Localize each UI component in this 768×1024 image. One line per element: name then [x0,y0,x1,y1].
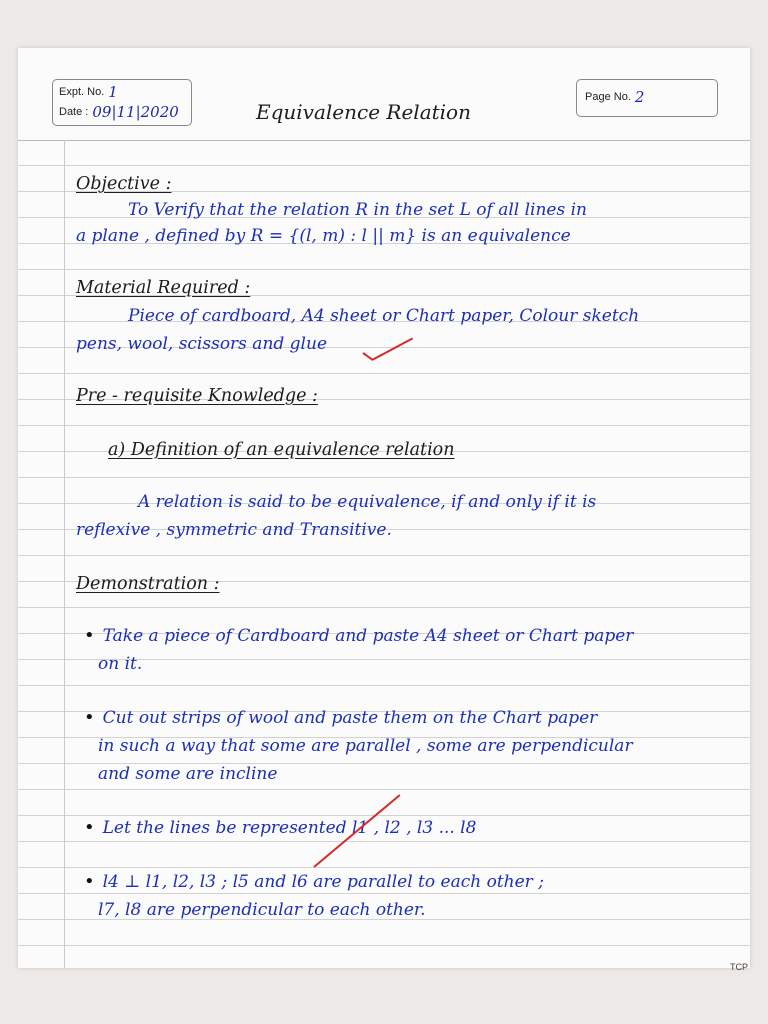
prereq-subheading: a) Definition of an equivalence relation [108,440,455,460]
page-no-value: 2 [634,88,645,106]
definition-line-1: A relation is said to be equivalence, if and only if it is [138,492,597,512]
objective-line-2: a plane , defined by R = {(l, m) : l || m} is an equivalence [76,226,571,246]
date-value: 09|11|2020 [92,103,179,121]
bullet-1-text: Take a piece of Cardboard and paste A4 sheet or Chart paper [102,626,634,646]
bullet-dot: • [84,817,95,838]
bullet-3-text: Let the lines be represented l1 , l2 , l3 ... l8 [102,818,477,838]
bullet-4-line-1 [84,870,544,894]
definition-line-2: reflexive , symmetric and Transitive. [76,520,392,540]
bullet-1-line-2: on it. [98,654,143,674]
material-line-1: Piece of cardboard, A4 sheet or Chart paper, Colour sketch [128,306,640,326]
bullet-2-text: Cut out strips of wool and paste them on the Chart paper [102,708,598,728]
prereq-heading: Pre - requisite Knowledge : [76,386,318,406]
bullet-3-line-1 [84,816,476,840]
page-no-label: Page No. [585,91,631,103]
bullet-2-line-1 [84,706,597,730]
experiment-info-box [52,79,192,126]
page-header [18,48,750,141]
page-title: Equivalence Relation [256,100,471,124]
material-line-2: pens, wool, scissors and glue [76,334,328,354]
bullet-4-line-2: l7, l8 are perpendicular to each other. [98,900,426,920]
objective-line-1: To Verify that the relation R in the set L of all lines in [128,200,587,220]
expt-no-value: 1 [108,83,118,101]
expt-no-label: Expt. No. [59,86,105,98]
brand-mark: TCP [730,962,748,972]
bullet-1-line-1 [84,624,633,648]
bullet-2-line-2: in such a way that some are parallel , some are perpendicular [98,736,633,756]
notebook-page [18,48,750,968]
date-field [59,103,179,121]
red-check-mark-stroke [372,338,414,361]
page-no-field [585,88,644,106]
bullet-dot: • [84,707,95,728]
margin-line [64,140,65,968]
bullet-dot: • [84,871,95,892]
expt-no-field [59,83,118,101]
bullet-dot: • [84,625,95,646]
bullet-4-text: l4 ⊥ l1, l2, l3 ; l5 and l6 are parallel to each other ; [102,872,544,892]
bullet-2-line-3: and some are incline [98,764,278,784]
material-heading: Material Required : [76,278,251,298]
page-number-box [576,79,718,117]
objective-heading: Objective : [76,174,172,194]
date-label: Date : [59,106,89,118]
demonstration-heading: Demonstration : [76,574,220,594]
